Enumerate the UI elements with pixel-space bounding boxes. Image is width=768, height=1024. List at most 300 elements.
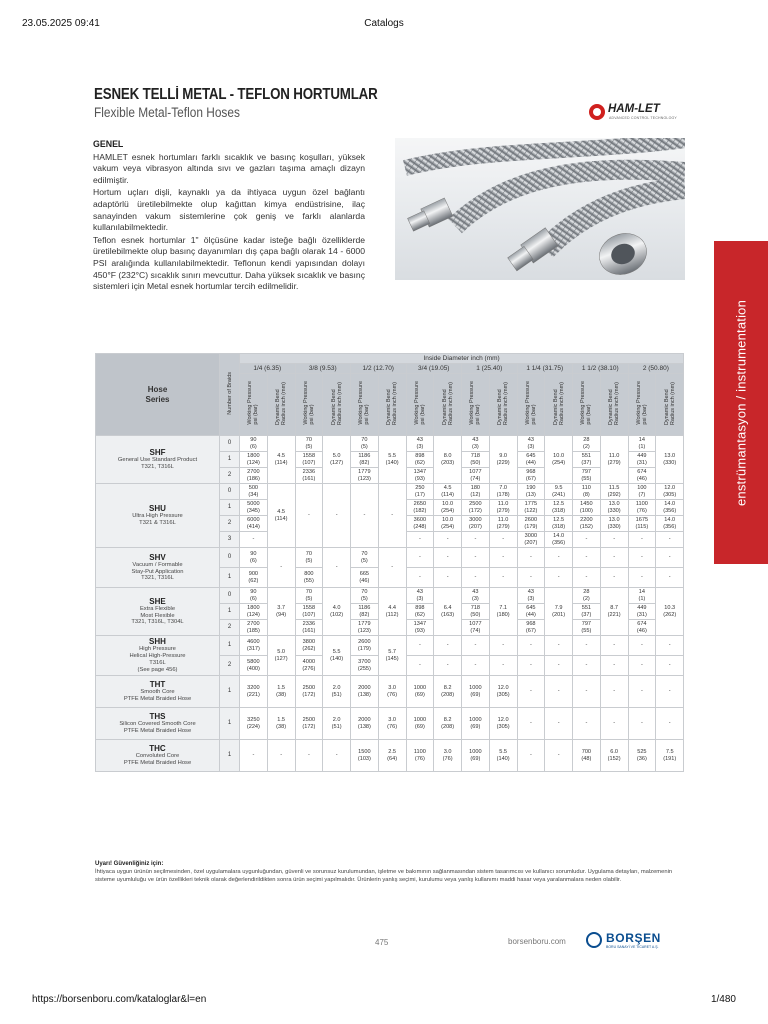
working-pressure-header xyxy=(406,374,434,436)
spec-value: - xyxy=(517,548,545,568)
spec-value: - xyxy=(489,656,517,676)
series-code: THC xyxy=(149,744,166,754)
spec-value: - xyxy=(517,568,545,588)
spec-value: 1779 (123) xyxy=(351,468,379,484)
working-pressure-header xyxy=(295,374,323,436)
spec-value: - xyxy=(656,656,684,676)
braid-count: 2 xyxy=(220,620,240,636)
spec-value: 8.2 (208) xyxy=(434,676,462,708)
series-code: SHF xyxy=(149,448,166,458)
spec-value: - xyxy=(545,636,573,656)
spec-value: 898 (62) xyxy=(406,452,434,468)
series-cell-she xyxy=(96,588,220,636)
series-cell-ths xyxy=(96,708,220,740)
print-url: https://borsenboru.com/kataloglar&l=en xyxy=(32,994,207,1005)
spec-value: 8.0 (203) xyxy=(434,436,462,484)
bend-radius-header xyxy=(600,374,628,436)
spec-value: 10.3 (262) xyxy=(656,588,684,636)
spec-value: - xyxy=(462,636,490,656)
spec-value: 9.5 (241) xyxy=(545,484,573,500)
spec-value: 4.5 (114) xyxy=(434,484,462,500)
spec-value: 718 (50) xyxy=(462,604,490,620)
spec-value: - xyxy=(406,636,434,656)
spec-value: - xyxy=(600,568,628,588)
spec-value: - xyxy=(406,568,434,588)
spec-value: - xyxy=(573,636,601,656)
bend-radius-header xyxy=(545,374,573,436)
inside-diameter-header: Inside Diameter inch (mm) xyxy=(240,354,684,364)
print-datetime: 23.05.2025 09:41 xyxy=(22,18,100,29)
spec-value: - xyxy=(351,484,379,548)
spec-value: 645 (44) xyxy=(517,604,545,620)
spec-value: 5.5 (140) xyxy=(378,436,406,484)
spec-value: - xyxy=(267,740,295,772)
spec-value: 7.1 (180) xyxy=(489,588,517,636)
braid-count: 1 xyxy=(220,452,240,468)
spec-value: - xyxy=(656,532,684,548)
hamlet-logo-text: HAM-LET xyxy=(608,103,660,115)
number-of-braids-label: Number of Braids xyxy=(226,371,233,415)
spec-value: 9.0 (229) xyxy=(489,436,517,484)
braid-count: 2 xyxy=(220,656,240,676)
spec-value: 1100 (76) xyxy=(406,740,434,772)
braid-count: 1 xyxy=(220,604,240,620)
spec-value: 100 (7) xyxy=(628,484,656,500)
spec-value: 3700 (255) xyxy=(351,656,379,676)
spec-value: - xyxy=(573,532,601,548)
size-header: 1 1/2 (38.10) xyxy=(573,364,629,374)
bend-radius-label: Dynamic Bend Radius inch (mm) xyxy=(275,381,288,425)
spec-value: - xyxy=(545,656,573,676)
spec-value: 800 (55) xyxy=(295,568,323,588)
working-pressure-label: Working Pressure psi (bar) xyxy=(469,381,482,425)
side-category-tab xyxy=(714,241,768,564)
bend-radius-label: Dynamic Bend Radius inch (mm) xyxy=(441,381,454,425)
spec-value: 3200 (221) xyxy=(240,676,268,708)
spec-value: 1347 (93) xyxy=(406,620,434,636)
spec-value: 1100 (76) xyxy=(628,500,656,516)
series-description: Ultra High Pressure T321 & T316L xyxy=(132,513,183,526)
spec-value: 250 (17) xyxy=(406,484,434,500)
spec-value: 43 (3) xyxy=(517,588,545,604)
spec-value: 2.5 (64) xyxy=(378,740,406,772)
spec-value: - xyxy=(545,568,573,588)
spec-value: 43 (3) xyxy=(462,436,490,452)
spec-value: - xyxy=(628,708,656,740)
table-row xyxy=(96,636,684,656)
print-header xyxy=(22,18,746,32)
spec-value: - xyxy=(656,676,684,708)
spec-value: 1500 (103) xyxy=(351,740,379,772)
braid-count: 0 xyxy=(220,548,240,568)
spec-value: - xyxy=(434,636,462,656)
spec-value: 90 (6) xyxy=(240,548,268,568)
working-pressure-label: Working Pressure psi (bar) xyxy=(413,381,426,425)
spec-value: 12.5 (318) xyxy=(545,516,573,532)
size-header: 1/2 (12.70) xyxy=(351,364,407,374)
spec-value: 1000 (69) xyxy=(406,676,434,708)
spec-value: 1775 (122) xyxy=(517,500,545,516)
size-header: 1/4 (6.35) xyxy=(240,364,296,374)
spec-value: 2.0 (51) xyxy=(323,676,351,708)
spec-value: 2000 (138) xyxy=(351,708,379,740)
spec-value: 5.7 (145) xyxy=(378,636,406,676)
spec-value: - xyxy=(489,636,517,656)
spec-value: 70 (5) xyxy=(295,548,323,568)
spec-value: - xyxy=(573,656,601,676)
side-category-label: enstrümantasyon / instrumentation xyxy=(733,299,749,506)
spec-value: - xyxy=(434,548,462,568)
spec-value: - xyxy=(628,656,656,676)
spec-value: - xyxy=(545,708,573,740)
hose-specification-table xyxy=(95,353,684,772)
spec-value: - xyxy=(489,532,517,548)
spec-value: 5.0 (127) xyxy=(323,436,351,484)
hamlet-logo xyxy=(589,103,677,121)
spec-value: - xyxy=(489,548,517,568)
bend-radius-header xyxy=(489,374,517,436)
spec-value: - xyxy=(378,484,406,548)
spec-value: 1675 (115) xyxy=(628,516,656,532)
warning-title: Uyarı! Güvenliğiniz için: xyxy=(95,861,164,867)
spec-value: - xyxy=(240,740,268,772)
spec-value: - xyxy=(600,636,628,656)
size-header: 3/4 (19.05) xyxy=(406,364,462,374)
spec-value: 110 (8) xyxy=(573,484,601,500)
braid-count: 1 xyxy=(220,568,240,588)
working-pressure-label: Working Pressure psi (bar) xyxy=(358,381,371,425)
table-row xyxy=(96,740,684,772)
spec-value: - xyxy=(434,532,462,548)
bend-radius-label: Dynamic Bend Radius inch (mm) xyxy=(497,381,510,425)
spec-value: 6.0 (152) xyxy=(600,740,628,772)
spec-value: 674 (46) xyxy=(628,620,656,636)
series-code: SHU xyxy=(149,504,166,514)
spec-value: - xyxy=(462,568,490,588)
table-row xyxy=(96,484,684,500)
spec-value: 70 (5) xyxy=(351,436,379,452)
spec-value: - xyxy=(406,548,434,568)
spec-value: 14.0 (356) xyxy=(656,516,684,532)
bend-radius-label: Dynamic Bend Radius inch (mm) xyxy=(552,381,565,425)
series-cell-tht xyxy=(96,676,220,708)
table-row xyxy=(96,708,684,740)
series-code: SHE xyxy=(149,596,166,606)
spec-value: 1800 (124) xyxy=(240,604,268,620)
spec-value: 13.0 (330) xyxy=(600,516,628,532)
spec-value: 14.0 (356) xyxy=(545,532,573,548)
spec-value: 2336 (161) xyxy=(295,620,323,636)
spec-value: 14.0 (356) xyxy=(656,500,684,516)
hose-image xyxy=(395,138,685,280)
braid-count: 0 xyxy=(220,484,240,500)
spec-value: - xyxy=(378,548,406,588)
working-pressure-header xyxy=(517,374,545,436)
spec-value: 6.4 (163) xyxy=(434,588,462,636)
spec-value: 968 (67) xyxy=(517,468,545,484)
spec-value: 449 (31) xyxy=(628,604,656,620)
spec-value: 14 (1) xyxy=(628,588,656,604)
spec-value: - xyxy=(600,656,628,676)
spec-value: - xyxy=(267,548,295,588)
paragraph: Hortum uçları dişli, kaynaklı ya da ihtiyaca uygun özel bağlantı adaptörlü üretilebilmekte olup kağıttan kimya endüstrisine, ilaç sanayinden vakum sistemlerine çok geniş ve farklı alanlarda kullanılabilmektedir. xyxy=(93,187,365,233)
spec-value: 5.5 (140) xyxy=(489,740,517,772)
braid-count: 2 xyxy=(220,516,240,532)
spec-value: 3.0 (76) xyxy=(434,740,462,772)
spec-value: 3.7 (94) xyxy=(267,588,295,636)
series-code: THT xyxy=(149,680,166,690)
spec-value: 4.5 (114) xyxy=(267,436,295,484)
spec-value: 551 (37) xyxy=(573,452,601,468)
spec-value: 2500 (172) xyxy=(295,708,323,740)
braid-count: 1 xyxy=(220,500,240,516)
hose-product-photo xyxy=(395,138,685,280)
spec-value: 90 (6) xyxy=(240,588,268,604)
spec-value: 3600 (248) xyxy=(406,516,434,532)
spec-value: 2500 (172) xyxy=(295,676,323,708)
spec-value: 11.0 (279) xyxy=(489,500,517,516)
spec-value: - xyxy=(600,676,628,708)
spec-value: - xyxy=(573,708,601,740)
borsen-logo-subtext: BORU SANAYİ VE TİCARET A.Ş. xyxy=(606,945,659,949)
spec-value: 1000 (69) xyxy=(462,708,490,740)
spec-value: 1000 (69) xyxy=(462,740,490,772)
spec-value: 12.0 (305) xyxy=(489,676,517,708)
spec-value: 43 (3) xyxy=(462,588,490,604)
spec-value: - xyxy=(545,676,573,708)
spec-value: 1000 (69) xyxy=(406,708,434,740)
braid-count: 1 xyxy=(220,740,240,772)
spec-value: - xyxy=(656,548,684,568)
series-cell-shf xyxy=(96,436,220,484)
spec-value: 70 (5) xyxy=(351,548,379,568)
spec-value: - xyxy=(656,636,684,656)
spec-value: - xyxy=(600,548,628,568)
series-code: SHH xyxy=(149,637,166,647)
bend-radius-header xyxy=(323,374,351,436)
number-of-braids-header xyxy=(220,354,240,436)
spec-value: - xyxy=(517,656,545,676)
working-pressure-label: Working Pressure psi (bar) xyxy=(302,381,315,425)
spec-value: 665 (46) xyxy=(351,568,379,588)
spec-value: 1779 (123) xyxy=(351,620,379,636)
spec-value: 2200 (152) xyxy=(573,516,601,532)
size-header: 2 (50.80) xyxy=(628,364,684,374)
braid-count: 1 xyxy=(220,636,240,656)
working-pressure-label: Working Pressure psi (bar) xyxy=(524,381,537,425)
spec-value: - xyxy=(600,532,628,548)
series-description: General Use Standard Product T321, T316L xyxy=(117,457,198,470)
spec-value: 551 (37) xyxy=(573,604,601,620)
spec-value: 2600 (179) xyxy=(517,516,545,532)
spec-value: 1000 (69) xyxy=(462,676,490,708)
spec-value: 674 (46) xyxy=(628,468,656,484)
warning-text: İhtiyaca uygun ürünün seçilmesinden, özel uygulamalara uygunluğundan, güvenli ve sorunsuz kurulumundan, işletme ve bakımının sağlanmasından sistem tasarımcısı ve kullanıcı sorumludur. Uygulama detayları, malzemenin sisteme uyumluluğu ve ürün özellikleri teknik olarak değerlendirildikten sonra ürün seçimi yapılmalıdır. Ürünlerin yanlış seçimi, kurulumu veya yanlış kullanımı maddi hasar veya yaralanmalara neden olabilir. xyxy=(95,869,673,884)
spec-value: - xyxy=(628,568,656,588)
spec-value: 4.0 (102) xyxy=(323,588,351,636)
spec-value: - xyxy=(295,740,323,772)
spec-value: 718 (50) xyxy=(462,452,490,468)
spec-value: 1800 (124) xyxy=(240,452,268,468)
spec-value: 10.0 (254) xyxy=(434,500,462,516)
spec-value: 12.0 (305) xyxy=(656,484,684,500)
spec-value: 3000 (207) xyxy=(462,516,490,532)
borsen-logo-icon xyxy=(586,932,602,948)
spec-value: - xyxy=(462,548,490,568)
spec-value: 2000 (138) xyxy=(351,676,379,708)
spec-value: - xyxy=(628,636,656,656)
spec-value: - xyxy=(323,548,351,588)
bend-radius-label: Dynamic Bend Radius inch (mm) xyxy=(663,381,676,425)
series-description: Silicon Covered Smooth Core PTFE Metal Braided Hose xyxy=(119,721,196,734)
spec-value: 1186 (82) xyxy=(351,452,379,468)
spec-value: 449 (31) xyxy=(628,452,656,468)
spec-value: 70 (5) xyxy=(295,588,323,604)
spec-value: 11.0 (279) xyxy=(489,516,517,532)
spec-value: - xyxy=(406,532,434,548)
spec-value: 11.5 (292) xyxy=(600,484,628,500)
spec-value: 14 (1) xyxy=(628,436,656,452)
spec-value: 500 (34) xyxy=(240,484,268,500)
spec-value: 1.5 (38) xyxy=(267,676,295,708)
spec-value: 5800 (400) xyxy=(240,656,268,676)
series-cell-shv xyxy=(96,548,220,588)
spec-value: 797 (55) xyxy=(573,468,601,484)
hamlet-logo-subtext: ADVANCED CONTROL TECHNOLOGY xyxy=(609,116,677,120)
spec-value: - xyxy=(573,568,601,588)
spec-value: - xyxy=(406,656,434,676)
series-description: Smooth Core PTFE Metal Braided Hose xyxy=(123,689,192,702)
spec-value: 2650 (182) xyxy=(406,500,434,516)
spec-value: 13.0 (330) xyxy=(656,436,684,484)
spec-value: 968 (67) xyxy=(517,620,545,636)
braid-count: 0 xyxy=(220,436,240,452)
footer-website: borsenboru.com xyxy=(508,937,566,946)
safety-warning xyxy=(95,860,685,885)
bend-radius-label: Dynamic Bend Radius inch (mm) xyxy=(608,381,621,425)
working-pressure-header xyxy=(240,374,268,436)
spec-value: - xyxy=(517,636,545,656)
spec-value: 8.2 (208) xyxy=(434,708,462,740)
section-heading-genel: GENEL xyxy=(93,139,124,149)
series-cell-shh xyxy=(96,636,220,676)
braid-count: 1 xyxy=(220,676,240,708)
braid-count: 2 xyxy=(220,468,240,484)
working-pressure-header xyxy=(462,374,490,436)
spec-value: 2336 (161) xyxy=(295,468,323,484)
series-cell-thc xyxy=(96,740,220,772)
spec-value: 13.0 (330) xyxy=(600,500,628,516)
spec-value: 900 (62) xyxy=(240,568,268,588)
spec-value: - xyxy=(573,548,601,568)
spec-value: 7.5 (191) xyxy=(656,740,684,772)
spec-value: 3.0 (76) xyxy=(378,708,406,740)
braid-count: 0 xyxy=(220,588,240,604)
spec-value: - xyxy=(573,676,601,708)
series-code: SHV xyxy=(149,552,166,562)
table-row xyxy=(96,676,684,708)
spec-value: - xyxy=(434,656,462,676)
spec-value: 7.0 (178) xyxy=(489,484,517,500)
spec-value: 1077 (74) xyxy=(462,468,490,484)
series-description: Vacuum / Formable Stay-Put Application T321, T316L xyxy=(131,561,184,582)
table-row xyxy=(96,548,684,568)
spec-value: - xyxy=(628,532,656,548)
spec-value: 3800 (262) xyxy=(295,636,323,656)
bend-radius-header xyxy=(267,374,295,436)
spec-value: - xyxy=(628,676,656,708)
size-header: 1 (25.40) xyxy=(462,364,518,374)
spec-value: 7.9 (201) xyxy=(545,588,573,636)
bend-radius-label: Dynamic Bend Radius inch (mm) xyxy=(330,381,343,425)
paragraph: Teflon esnek hortumlar 1" ölçüsüne kadar isteğe bağlı özelliklerde üretilebilmekte olup basınç dayanımları dış çapa bağlı olarak 14 - 6000 PSI aralığında kullanılabilmektedir. Teflonun kendi yapısından dolayı 450°F (232°C) sıcaklık sınırı mevcuttur. Daha yüksek sıcaklık ve basınç sistemleri için Metal esnek hortumlar tercih edilmelidir. xyxy=(93,234,365,292)
hose-series-header: Hose Series xyxy=(96,354,220,436)
working-pressure-label: Working Pressure psi (bar) xyxy=(580,381,593,425)
spec-value: 1.5 (38) xyxy=(267,708,295,740)
spec-value: 525 (36) xyxy=(628,740,656,772)
spec-value: - xyxy=(434,568,462,588)
spec-value: 43 (3) xyxy=(517,436,545,452)
spec-value: - xyxy=(517,708,545,740)
spec-value: 2600 (179) xyxy=(351,636,379,656)
series-description: Convoluted Core PTFE Metal Braided Hose xyxy=(123,753,192,766)
spec-value: - xyxy=(517,676,545,708)
spec-value: 2700 (185) xyxy=(240,620,268,636)
working-pressure-header xyxy=(628,374,656,436)
spec-value: 1186 (82) xyxy=(351,604,379,620)
braid-count: 3 xyxy=(220,532,240,548)
spec-value: 1347 (93) xyxy=(406,468,434,484)
spec-value: 645 (44) xyxy=(517,452,545,468)
spec-value: 43 (3) xyxy=(406,588,434,604)
spec-value: 28 (2) xyxy=(573,588,601,604)
spec-value: 797 (55) xyxy=(573,620,601,636)
spec-value: 1450 (100) xyxy=(573,500,601,516)
paragraph: HAMLET esnek hortumları farklı sıcaklık ve basınç koşulları, yüksek vakum veya vibrasyon altında sıvı ve gazları taşıma amaçlı dizayn edilmiştir. xyxy=(93,151,365,185)
bend-radius-header xyxy=(434,374,462,436)
spec-value: 12.5 (318) xyxy=(545,500,573,516)
working-pressure-label: Working Pressure psi (bar) xyxy=(247,381,260,425)
bend-radius-header xyxy=(656,374,684,436)
spec-value: 70 (5) xyxy=(351,588,379,604)
spec-value: - xyxy=(600,708,628,740)
spec-value: 5.5 (140) xyxy=(323,636,351,676)
spec-value: 4600 (317) xyxy=(240,636,268,656)
spec-value: 3.0 (76) xyxy=(378,676,406,708)
spec-value: - xyxy=(462,532,490,548)
spec-value: 1558 (107) xyxy=(295,604,323,620)
spec-value: 8.7 (221) xyxy=(600,588,628,636)
spec-value: 898 (62) xyxy=(406,604,434,620)
title-english: Flexible Metal-Teflon Hoses xyxy=(94,105,240,120)
print-footer xyxy=(32,994,736,1008)
hamlet-logo-icon xyxy=(589,104,605,120)
series-description: Extra Flexible Most Flexible T321, T316L, T304L xyxy=(131,605,184,626)
table-row xyxy=(96,436,684,452)
spec-value: 3000 (207) xyxy=(517,532,545,548)
page-number: 475 xyxy=(375,938,389,947)
spec-value: - xyxy=(656,708,684,740)
spec-value: - xyxy=(323,484,351,548)
series-cell-shu xyxy=(96,484,220,548)
spec-value: 4.5 (114) xyxy=(267,484,295,548)
series-code: THS xyxy=(149,712,166,722)
print-page-counter: 1/480 xyxy=(710,994,736,1005)
spec-value: 10.0 (254) xyxy=(545,436,573,484)
series-description: High Pressure Helical High-Pressure T316L (See page 456) xyxy=(129,646,186,673)
spec-value: 11.0 (279) xyxy=(600,436,628,484)
spec-value: 2700 (186) xyxy=(240,468,268,484)
